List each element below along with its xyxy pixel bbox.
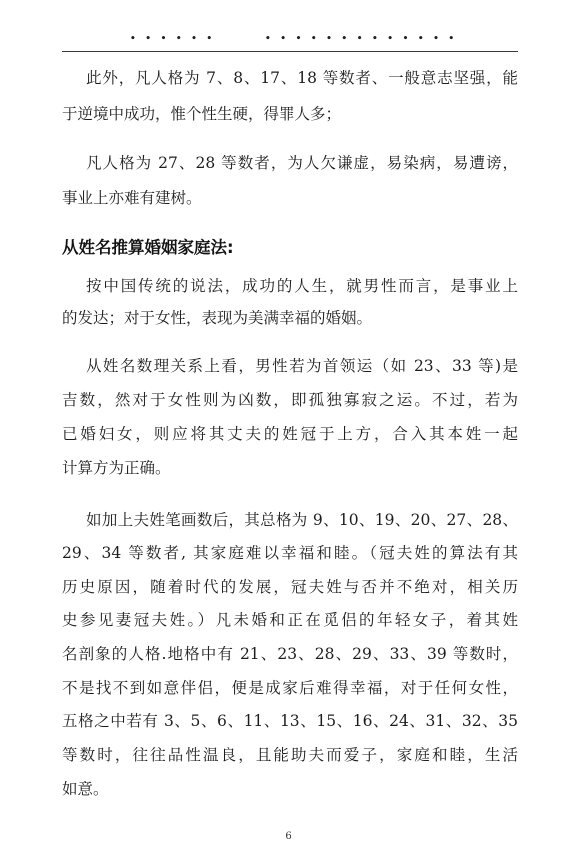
body-line: 计算方为正确。 (62, 459, 171, 477)
body-line: 史参见妻冠夫姓。）凡未婚和正在觅侣的年轻女子，着其姓 (62, 611, 518, 629)
body-line: 五格之中若有 3、5、6、11、13、15、16、24、31、32、35 (62, 712, 518, 730)
header-rule (62, 51, 518, 52)
body-line: 此外，凡人格为 7、8、17、18 等数者、一般意志坚强，能 (86, 69, 518, 87)
body-line: 历史原因，随着时代的发展，冠夫姓与否并不绝对，相关历 (62, 578, 518, 596)
body-line: 29、34 等数者, 其家庭难以幸福和睦。（冠夫姓的算法有其 (62, 544, 518, 562)
body-line: 事业上亦难有建树。 (62, 189, 202, 207)
body-line: 从姓名数理关系上看，男性若为首领运（如 23、33 等)是 (86, 357, 518, 375)
header-dots-right: • • • • • • • • • • • • • (265, 34, 458, 44)
page-number: 6 (285, 831, 292, 842)
body-line: 如加上夫姓笔画数后，其总格为 9、10、19、20、27、28、 (86, 511, 518, 529)
body-line: 等数时，往往品性温良，且能助夫而爱子，家庭和睦，生活 (62, 746, 518, 764)
body-line: 于逆境中成功，惟个性生硬，得罪人多； (62, 105, 342, 123)
body-line: 如意。 (62, 780, 109, 798)
body-line: 已婚妇女，则应将其丈夫的姓冠于上方，合入其本姓一起 (62, 425, 518, 443)
body-line: 吉数，然对于女性则为凶数，即孤独寡寂之运。不过，若为 (62, 391, 518, 409)
header-dots-left: • • • • • • (130, 34, 216, 44)
section-heading: 从姓名推算婚姻家庭法: (62, 238, 234, 257)
body-line: 不是找不到如意伴侣，便是成家后难得幸福，对于任何女性， (62, 679, 518, 697)
body-line: 的发达；对于女性，表现为美满幸福的婚姻。 (62, 309, 373, 327)
body-line: 按中国传统的说法，成功的人生，就男性而言，是事业上 (86, 277, 518, 295)
body-line: 名剖象的人格.地格中有 21、23、28、29、33、39 等数时， (62, 645, 518, 663)
body-line: 凡人格为 27、28 等数者，为人欠谦虚，易染病，易遭谤， (86, 154, 518, 172)
